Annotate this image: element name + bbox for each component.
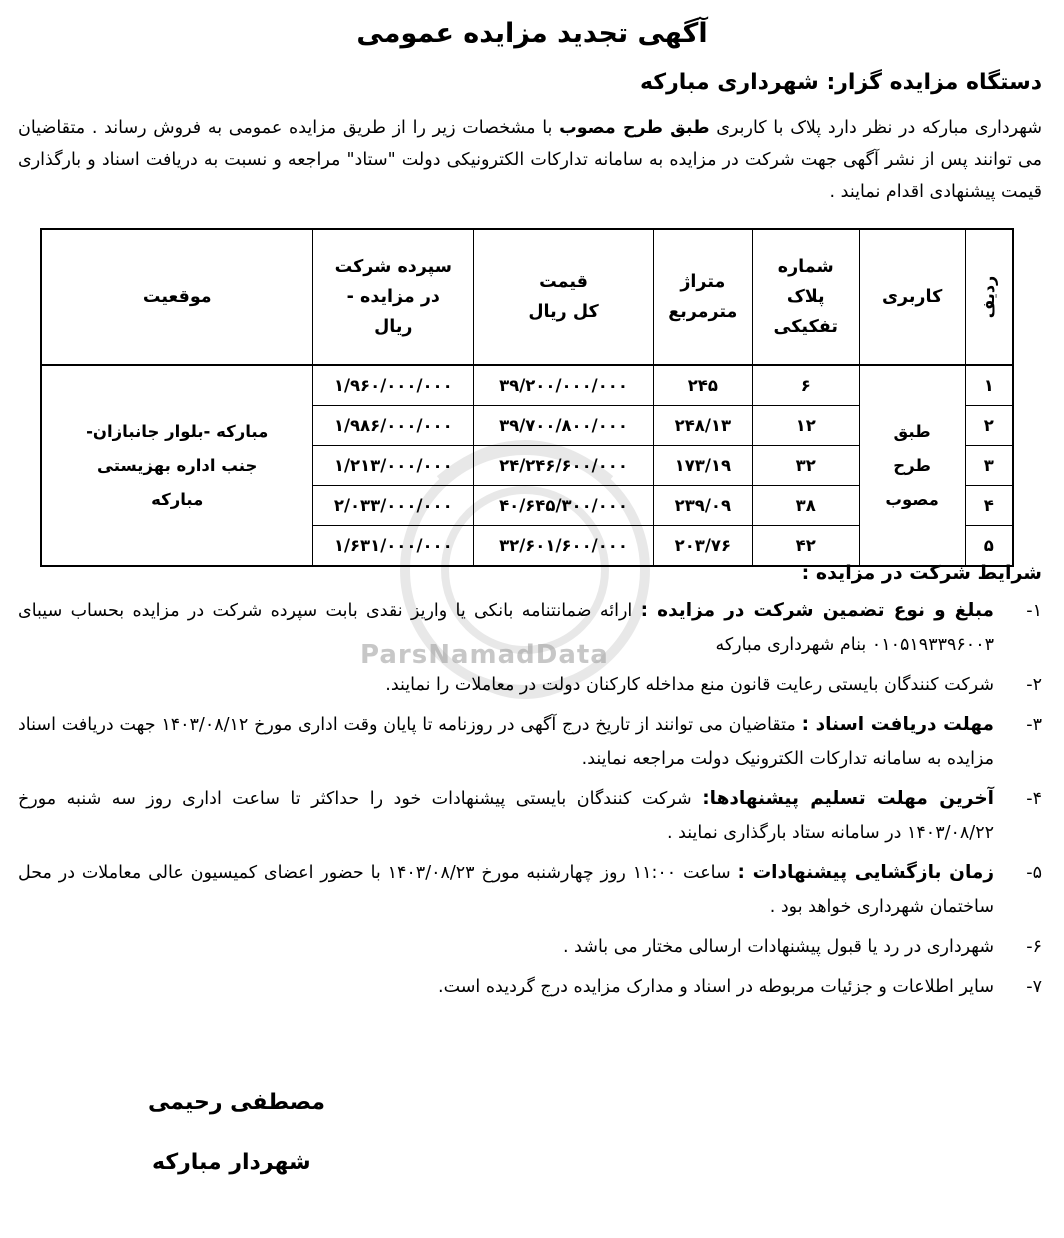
condition-number: ۱-	[1026, 601, 1042, 621]
condition-heading: زمان بازگشایی پیشنهادات :	[737, 862, 995, 883]
condition-item	[18, 594, 1042, 662]
condition-item	[18, 930, 1042, 964]
condition-number: ۳-	[1026, 715, 1042, 735]
condition-item	[18, 970, 1042, 1004]
conditions-list	[18, 594, 1042, 1010]
table-header-row	[41, 229, 1013, 365]
header-plaque: شماره پلاک تفکیکی	[752, 229, 859, 365]
condition-number: ۲-	[1026, 675, 1042, 695]
cell-plaque: ۱۲	[752, 406, 859, 446]
cell-deposit: ۲/۰۳۳/۰۰۰/۰۰۰	[313, 486, 474, 526]
condition-text: ساعت ۱۱:۰۰ روز چهارشنبه مورخ ۱۴۰۳/۰۸/۲۳ با حضور اعضای کمیسیون عالی معاملات در محل ساختمان شهرداری خواهد بود .	[18, 863, 994, 917]
cell-deposit: ۱/۲۱۳/۰۰۰/۰۰۰	[313, 446, 474, 486]
header-price: قیمت کل ریال	[474, 229, 654, 365]
cell-deposit: ۱/۶۳۱/۰۰۰/۰۰۰	[313, 526, 474, 567]
watermark-text: ParsNamadData	[360, 640, 609, 670]
table-row	[41, 365, 1013, 406]
cell-deposit: ۱/۹۶۰/۰۰۰/۰۰۰	[313, 365, 474, 406]
intro-bold-usage: طبق طرح مصوب	[559, 118, 710, 138]
page-title: آگهی تجدید مزایده عمومی	[356, 18, 708, 49]
condition-number: ۷-	[1026, 977, 1042, 997]
intro-text-2: با مشخصات زیر را از طریق مزایده عمومی به فروش رساند . متقاضیان می توانند پس از نشر آگهی جهت شرکت در مزایده به سامانه تدارکات الکترونیکی دولت "ستاد" مراجعه و نسبت به دریافت اسناد و بارگذاری قیمت پیشنهادی اقدام نمایند .	[18, 118, 1042, 202]
lots-table	[40, 228, 1014, 567]
cell-row-number: ۵	[965, 526, 1013, 567]
header-location: موقعیت	[41, 229, 313, 365]
condition-text: شرکت کنندگان بایستی پیشنهادات خود را حداکثر تا ساعت اداری روز سه شنبه مورخ ۱۴۰۳/۰۸/۲۲ در سامانه ستاد بارگذاری نمایند .	[18, 789, 994, 843]
condition-text: متقاضیان می توانند از تاریخ درج آگهی در روزنامه تا پایان وقت اداری مورخ ۱۴۰۳/۰۸/۱۲ جهت دریافت اسناد مزایده به سامانه تدارکات الکترونیک دولت مراجعه نمایند.	[18, 715, 994, 769]
cell-plaque: ۳۲	[752, 446, 859, 486]
condition-number: ۴-	[1026, 789, 1042, 809]
cell-usage: طبق طرح مصوب	[859, 365, 965, 566]
condition-heading: مهلت دریافت اسناد :	[801, 714, 994, 735]
header-row-number: ردیف	[965, 229, 1013, 365]
condition-text: ارائه ضمانتنامه بانکی یا واریز نقدی بابت سپرده شرکت در مزایده بحساب سیبای ۰۱۰۵۱۹۳۳۹۶۰۰۳ بنام شهرداری مبارکه	[18, 601, 994, 655]
condition-text: سایر اطلاعات و جزئیات مربوطه در اسناد و مدارک مزایده درج گردیده است.	[438, 977, 994, 997]
cell-plaque: ۳۸	[752, 486, 859, 526]
cell-plaque: ۶	[752, 365, 859, 406]
cell-price: ۳۹/۷۰۰/۸۰۰/۰۰۰	[474, 406, 654, 446]
signatory-position: شهردار مبارکه	[152, 1150, 311, 1175]
cell-row-number: ۱	[965, 365, 1013, 406]
cell-location: مبارکه -بلوار جانبازان-جنب اداره بهزیستی مبارکه	[41, 365, 313, 566]
header-usage: کاربری	[859, 229, 965, 365]
cell-row-number: ۲	[965, 406, 1013, 446]
condition-text: شرکت کنندگان بایستی رعایت قانون منع مداخله کارکنان دولت در معاملات را نمایند.	[385, 675, 994, 695]
header-area: متراژ مترمربع	[653, 229, 752, 365]
intro-text-1: شهرداری مبارکه در نظر دارد پلاک با کاربری	[709, 118, 1042, 138]
condition-number: ۵-	[1026, 863, 1042, 883]
condition-item	[18, 668, 1042, 702]
cell-row-number: ۴	[965, 486, 1013, 526]
header-deposit: سپرده شرکت در مزایده - ریال	[313, 229, 474, 365]
cell-price: ۳۹/۲۰۰/۰۰۰/۰۰۰	[474, 365, 654, 406]
condition-heading: مبلغ و نوع تضمین شرکت در مزایده :	[640, 600, 994, 621]
cell-price: ۳۲/۶۰۱/۶۰۰/۰۰۰	[474, 526, 654, 567]
signatory-name: مصطفی رحیمی	[148, 1090, 325, 1115]
condition-item	[18, 856, 1042, 924]
cell-price: ۲۴/۲۴۶/۶۰۰/۰۰۰	[474, 446, 654, 486]
cell-deposit: ۱/۹۸۶/۰۰۰/۰۰۰	[313, 406, 474, 446]
intro-paragraph	[18, 112, 1042, 208]
cell-price: ۴۰/۶۴۵/۳۰۰/۰۰۰	[474, 486, 654, 526]
organizer-line: دستگاه مزایده گزار: شهرداری مبارکه	[639, 70, 1042, 95]
conditions-title: شرایط شرکت در مزایده :	[801, 562, 1042, 584]
cell-area: ۱۷۳/۱۹	[653, 446, 752, 486]
cell-area: ۲۴۵	[653, 365, 752, 406]
condition-item	[18, 782, 1042, 850]
condition-number: ۶-	[1026, 937, 1042, 957]
condition-heading: آخرین مهلت تسلیم پیشنهادها:	[702, 788, 994, 809]
cell-plaque: ۴۲	[752, 526, 859, 567]
condition-item	[18, 708, 1042, 776]
cell-area: ۲۳۹/۰۹	[653, 486, 752, 526]
cell-area: ۲۰۳/۷۶	[653, 526, 752, 567]
cell-row-number: ۳	[965, 446, 1013, 486]
condition-text: شهرداری در رد یا قبول پیشنهادات ارسالی مختار می باشد .	[562, 937, 994, 957]
cell-area: ۲۴۸/۱۳	[653, 406, 752, 446]
